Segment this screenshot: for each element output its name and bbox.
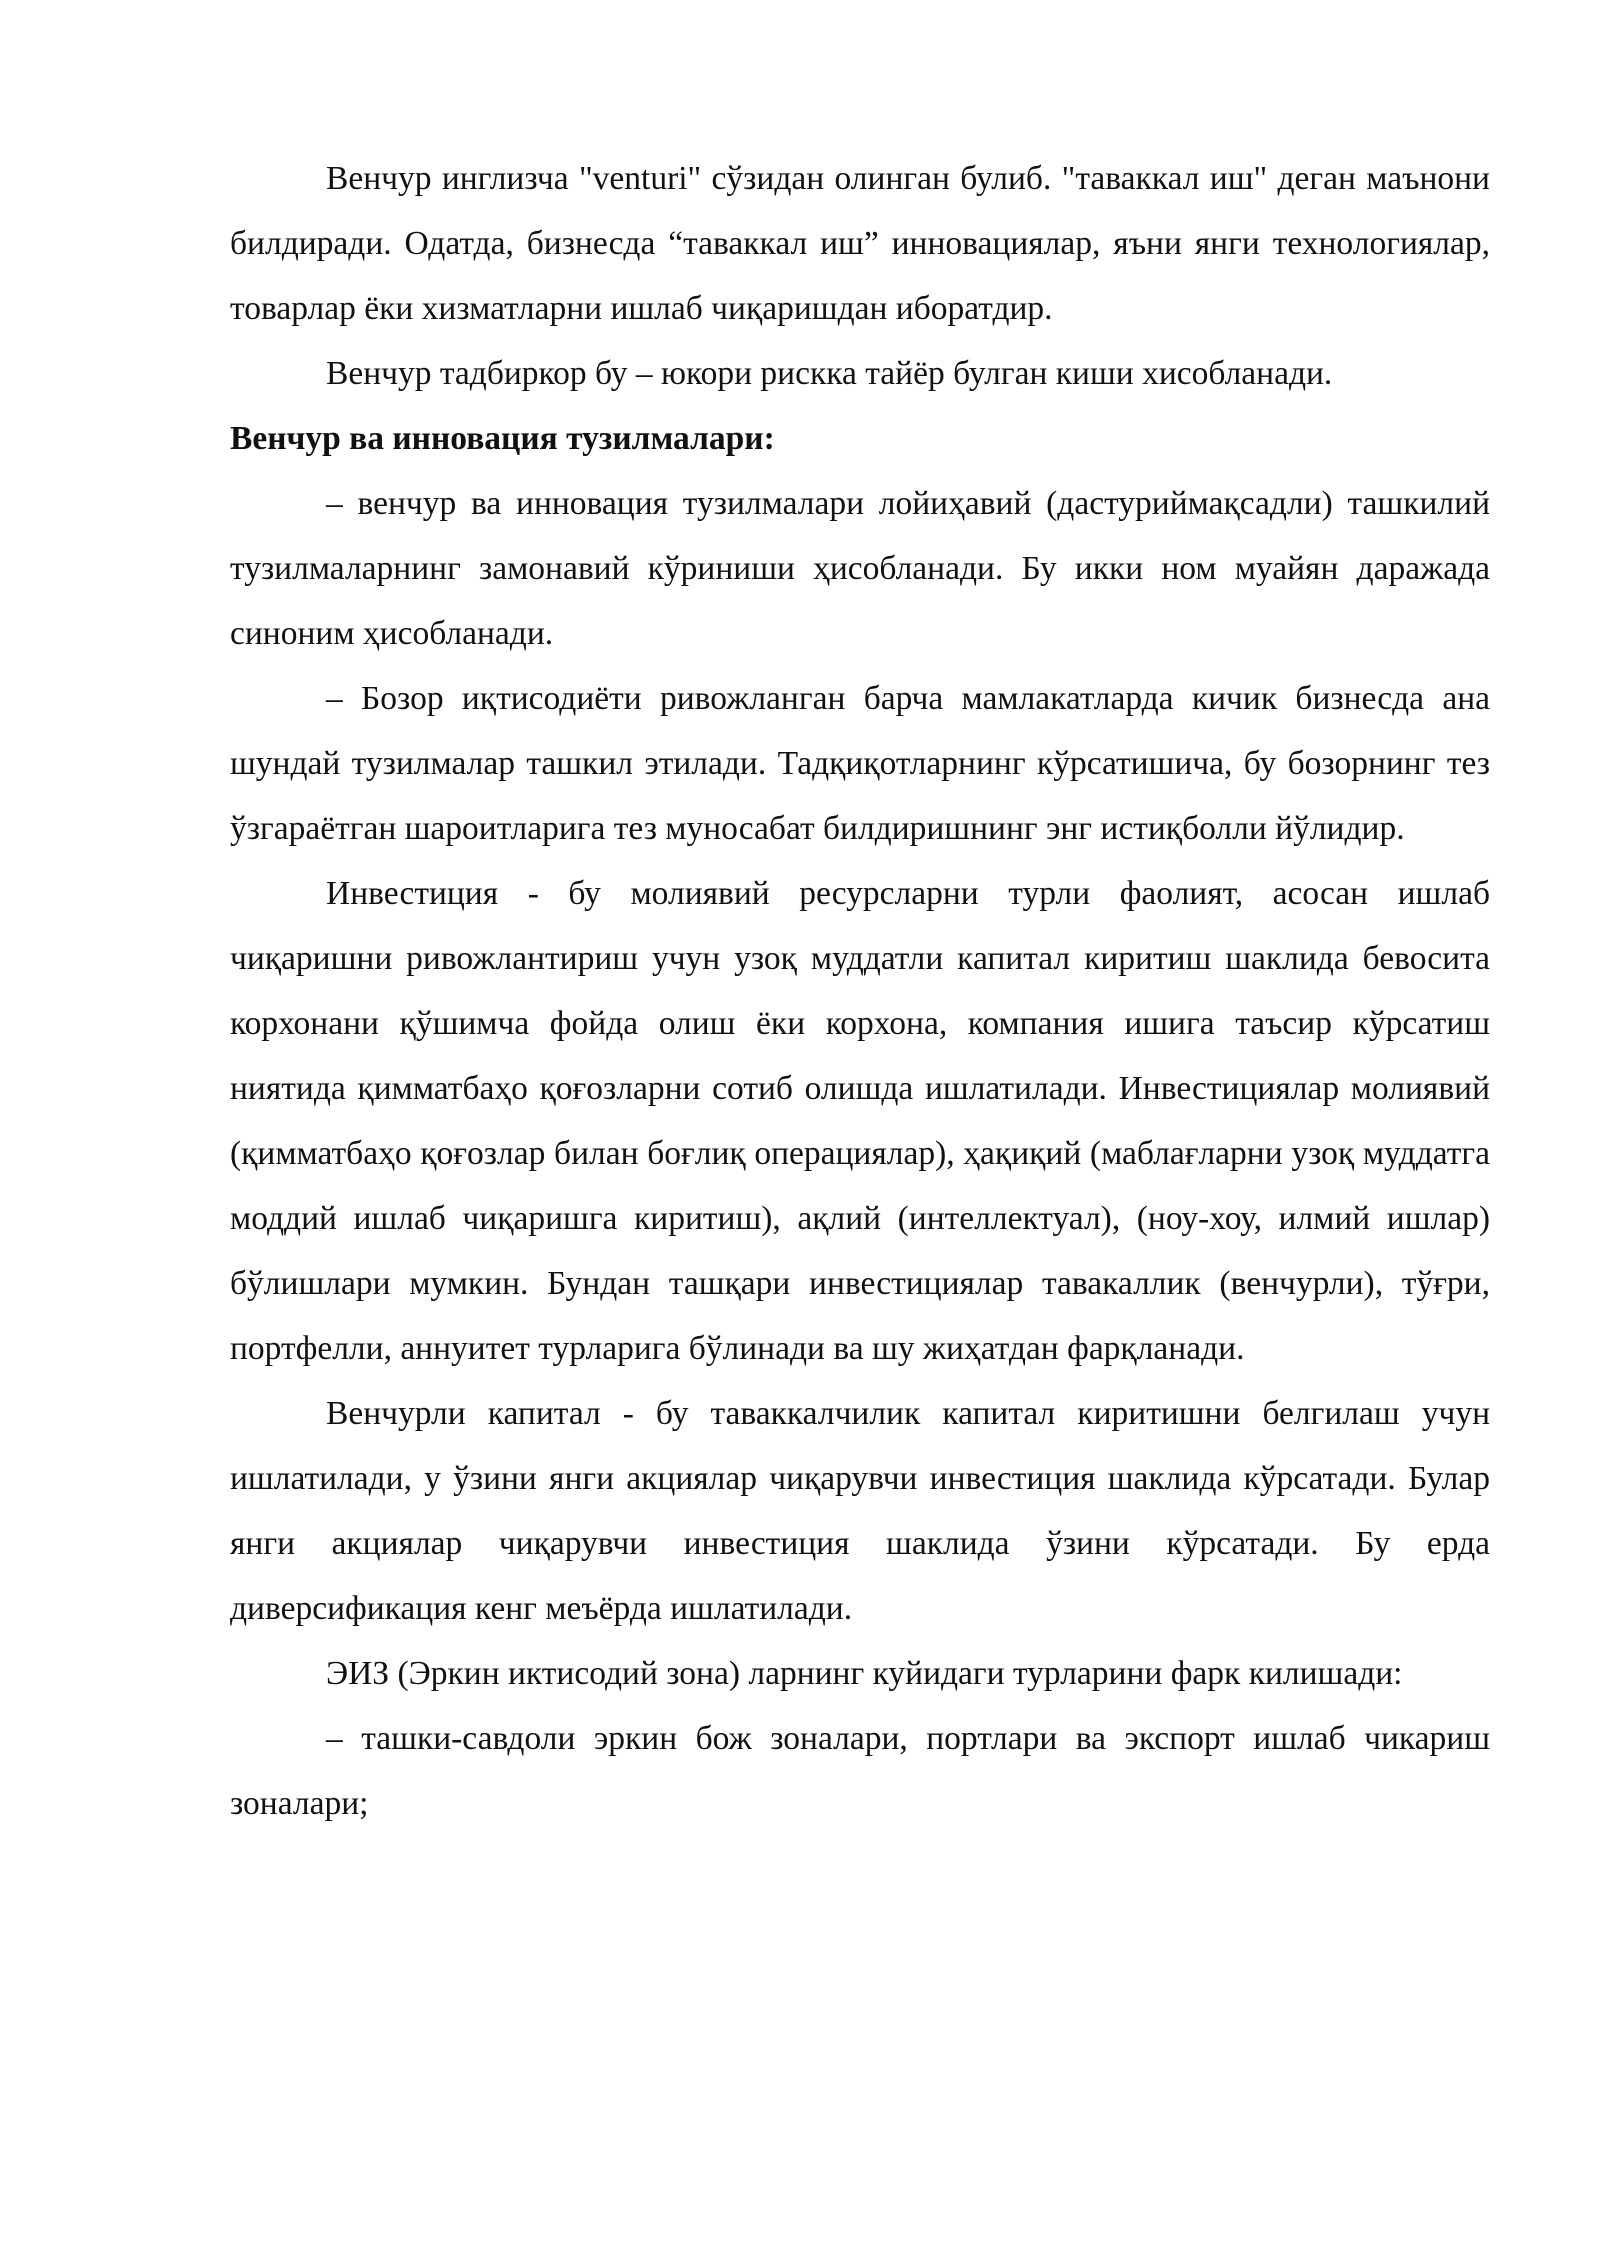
section-heading: Венчур ва инновация тузилмалари: [230, 420, 775, 457]
document-body [230, 146, 1490, 1836]
paragraph-venture-entrepreneur: Венчур тадбиркор бу – юкори рискка тайёр булган киши хисобланади. [326, 355, 1333, 392]
paragraph-market-economy: – Бозор иқтисодиёти ривожланган барча мамлакатларда кичик бизнесда ана шундай тузилмалар ташкил этилади. Тадқиқотларнинг кўрсатишича, бу бозорнинг тез ўзгараётган шароитларига тез муносабат билдиришнинг энг истиқболли йўлидир. [230, 680, 1490, 847]
paragraph-venture-definition: Венчур инглизча "venturi" сўзидан олинган булиб. "таваккал иш" деган маънони билдиради. Одатда, бизнесда “таваккал иш” инновациялар, яъни янги технологиялар, товарлар ёки хизматларни ишлаб чиқаришдан иборатдир. [230, 160, 1490, 327]
paragraph-innovation-structures: – венчур ва инновация тузилмалари лойиҳавий (дастуриймақсадли) ташкилий тузилмаларнинг замонавий кўриниши ҳисобланади. Бу икки ном муайян даражада синоним ҳисобланади. [230, 485, 1490, 652]
paragraph-free-economic-zones: ЭИЗ (Эркин иктисодий зона) ларнинг куйидаги турларини фарк килишади: [326, 1655, 1403, 1692]
paragraph-investment: Инвестиция - бу молиявий ресурсларни турли фаолият, асосан ишлаб чиқаришни ривожлантириш учун узоқ муддатли капитал киритиш шаклида бевосита корхонани қўшимча фойда олиш ёки корхона, компания ишига таъсир кўрсатиш ниятида қимматбаҳо қоғозларни сотиб олишда ишлатилади. Инвестициялар молиявий (қимматбаҳо қоғозлар билан боғлиқ операциялар), ҳақиқий (маблағларни узоқ муддатга моддий ишлаб чиқаришга киритиш), ақлий (интеллектуал), (ноу-хоу, илмий ишлар) бўлишлари мумкин. Бундан ташқари инвестициялар тавакаллик (венчурли), тўғри, портфелли, аннуитет турларига бўлинади ва шу жиҳатдан фарқланади. [230, 875, 1490, 1367]
paragraph-venture-capital: Венчурли капитал - бу таваккалчилик капитал киритишни белгилаш учун ишлатилади, у ўзини янги акциялар чиқарувчи инвестиция шаклида кўрсатади. Булар янги акциялар чиқарувчи инвестиция шаклида ўзини кўрсатади. Бу ерда диверсификация кенг меъёрда ишлатилади. [230, 1395, 1490, 1627]
paragraph-trade-zones: – ташки-савдоли эркин бож зоналари, портлари ва экспорт ишлаб чикариш зоналари; [230, 1720, 1490, 1822]
